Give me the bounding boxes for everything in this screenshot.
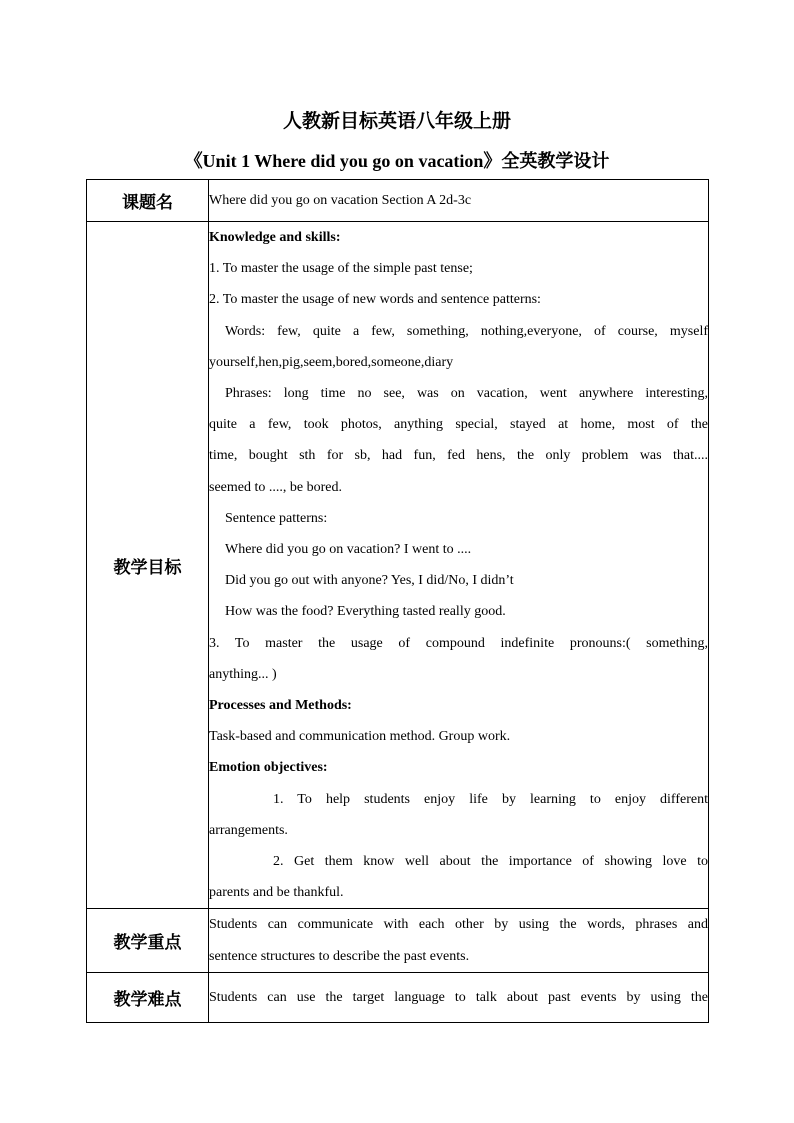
table-row-difficulties	[87, 972, 709, 1022]
row-content-topic	[209, 180, 709, 222]
objective-line: 1. To help students enjoy life by learning to enjoy different	[273, 791, 708, 807]
section-heading: Emotion objectives:	[209, 760, 328, 776]
row-label-difficulties: 教学难点	[87, 972, 209, 1022]
objective-line: time, bought sth for sb, had fun, fed hens, the only problem was that....	[209, 448, 708, 464]
objective-line: Sentence patterns:	[225, 510, 328, 526]
difficulty-line: Students can use the target language to talk about past events by using the	[209, 989, 708, 1005]
row-label-objectives: 教学目标	[87, 222, 209, 909]
lesson-plan-table	[86, 179, 709, 1023]
objective-line: quite a few, took photos, anything special, stayed at home, most of the	[209, 417, 708, 433]
row-content-key-points	[209, 909, 709, 972]
key-point-line: sentence structures to describe the past events.	[209, 948, 470, 964]
document-title: 人教新目标英语八年级上册	[282, 110, 511, 132]
objective-line: 3. To master the usage of compound indefinite pronouns:( something,	[209, 635, 708, 651]
objective-line: parents and be thankful.	[209, 885, 344, 901]
table-row-key-points	[87, 909, 709, 972]
objective-line: Did you go out with anyone? Yes, I did/No, I didn’t	[225, 573, 514, 589]
document-subtitle: 《Unit 1 Where did you go on vacation》全英教学设计	[184, 151, 610, 171]
objective-line: yourself,hen,pig,seem,bored,someone,diary	[209, 354, 454, 370]
objective-line: 1. To master the usage of the simple past tense;	[209, 261, 473, 277]
key-point-line: Students can communicate with each other by using the words, phrases and	[209, 917, 708, 933]
objective-line: 2. Get them know well about the importance of showing love to	[273, 854, 708, 870]
objective-line: Where did you go on vacation? I went to ....	[225, 542, 472, 558]
section-heading: Knowledge and skills:	[209, 230, 341, 245]
topic-text: Where did you go on vacation Section A 2d-3c	[209, 192, 472, 208]
row-label-key-points: 教学重点	[87, 909, 209, 972]
objective-line: arrangements.	[209, 822, 288, 838]
table-row-objectives	[87, 222, 709, 909]
objective-line: 2. To master the usage of new words and sentence patterns:	[209, 292, 541, 308]
table-row-topic	[87, 180, 709, 222]
objective-line: anything... )	[209, 666, 277, 682]
row-content-difficulties	[209, 972, 709, 1022]
objective-line: Phrases: long time no see, was on vacation, went anywhere interesting,	[225, 386, 708, 402]
objective-line: seemed to ...., be bored.	[209, 479, 342, 495]
objective-line: Words: few, quite a few, something, nothing,everyone, of course, myself	[225, 323, 708, 339]
row-label-topic: 课题名	[87, 180, 209, 222]
objective-line: How was the food? Everything tasted really good.	[225, 604, 506, 620]
objective-line: Task-based and communication method. Group work.	[209, 729, 511, 745]
row-content-objectives	[209, 222, 709, 909]
section-heading: Processes and Methods:	[209, 698, 352, 714]
